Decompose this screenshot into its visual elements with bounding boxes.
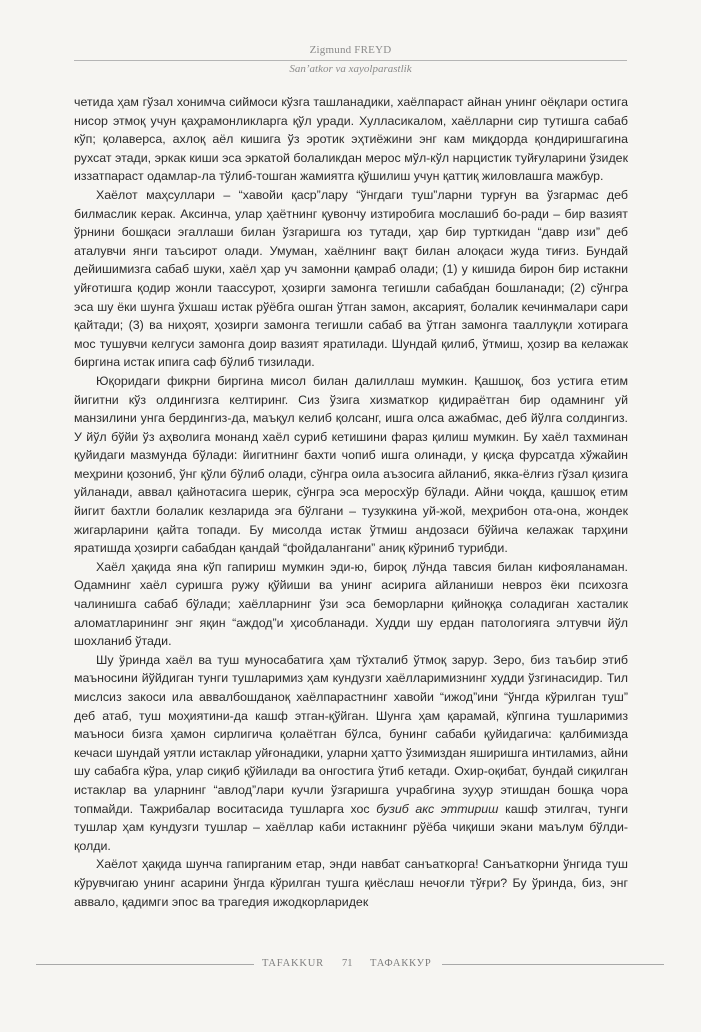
- article-body: [74, 93, 628, 911]
- paragraph-5: [74, 651, 628, 856]
- running-head: [0, 44, 701, 75]
- footer-rule-right: [442, 964, 664, 965]
- paragraph-5-text-b: кашф этилгач, тунги тушлар ҳам кундузги тушлар – хаёллар каби истакнинг рўёба чиқиши экани маълум бўлди-қолди.: [74, 801, 628, 853]
- paragraph-6: Хаёлот ҳақида шунча гапирганим етар, энди навбат санъаткорга! Санъаткорни ўнгида туш кўрувчигаю унинг асарини ўнгда кўрилган тушга қиёслаш нечоғли тўғри? Бу ўринда, биз, энг аввало, қадимги эпос ва трагедия ижодкорларидек: [74, 857, 628, 909]
- page-number: 71: [342, 958, 353, 969]
- paragraph-5-emphasis: бузиб акс эттириш: [376, 801, 499, 816]
- paragraph-5-text-a: Шу ўринда хаёл ва туш муносабатига ҳам тўхталиб ўтмоқ зарур. Зеро, биз таъбир этиб маъносини йўйдиган тунги тушларимиз ҳам кундузги хаёлларимизнинг худди ўзгинасидир. Тил мислсиз закоси ила аввалбошданоқ хаёлпарастнинг хавойи “ижод”ини “ўнгда кўрилган туш” деб атаб, туш моҳиятини-да кашф этган-қўйган. Шунга ҳам қарамай, кўпгина тушларимиз маъноси бизга ҳамон сирлигича қолаётган бўлса, бунинг сабаби қуйидагича: қалбимизда кечаси шундай уятли истаклар уйғонадики, уларни ҳатто ўзимиздан яширишга интиламиз, айни шу сабабга кўра, улар сиқиб қўйилади ва онгостига ўтиб кетади. Охир-оқибат, бундай сиқилган истаклар ва уларнинг “авлод”лари кучли ўзгаришга учрабгина зуҳур этишдан бошқа чора топмайди. Тажрибалар воситасида тушларга хос: [74, 652, 628, 816]
- header-rule: [74, 60, 627, 61]
- header-author: Zigmund FREYD: [309, 44, 392, 56]
- footer-journal-latin: TAFAKKUR: [262, 958, 324, 969]
- paragraph-1: четида ҳам гўзал хонимча сиймоси кўзга ташланадики, хаёлпараст айнан унинг оёқлари остига нисор этмоқ учун қаҳрамонликларга қўл уради. Хулласикалом, хаёлларни сир тутишга сабаб кўп; қолаверса, ахлоқ аёл кишига ўз эротик эҳтиёжини энг кам миқдорда қондиришгагина рухсат этади, эркак киши эса эркатой болаликдан мерос мўл-кўл нарцистик туйғуларини ўзидек иззатпараст одамлар-ла тўлиб-тошган жамиятга қўшилиш учун қаттиқ жиловлашга мажбур.: [74, 95, 628, 184]
- paragraph-2: Хаёлот маҳсуллари – “хавойи қаср”лару “ўнгдаги туш”ларни турғун ва ўзгармас деб билмаслик керак. Аксинча, улар ҳаётнинг қувончу изтиробига мослашиб бо-ради – бир вазият ўрнини бошқаси эгаллаши билан ўзгаришга юз тутади, ҳар бир турткидан “давр изи” деб аталувчи янги таъсирот олади. Умуман, хаёлнинг вақт билан алоқаси жуда тиғиз. Бундай дейишимизга сабаб шуки, хаёл ҳар уч замонни қамраб олади; (1) у кишида бирон бир истакни уйғотишга қодир жонли таассурот, ҳозирги замонга тегишли сабабдан бошланади; (2) сўнгра эса шу ёки шунга ўхшаш истак рўёбга ошган ўтган замон, аксарият, болалик кечинмалари сари қайтади; (3) ва ниҳоят, ҳозирги замонга тегишли сабаб ва ўтган замонга тааллуқли хотирага мос тушувчи келгуси замонга доир вазият яратилади. Шундай қилиб, ўтмиш, ҳозир ва келажак биргина истак ипига саф бўлиб тизилади.: [74, 187, 628, 370]
- paragraph-4: Хаёл ҳақида яна кўп гапириш мумкин эди-ю, бироқ лўнда тавсия билан кифояланаман. Одамнинг хаёл суришга ружу қўйиши ва унинг асирига айланиши невроз ёки психозга чалинишга сабаб бўлади; хаёлларнинг ўзи эса беморларни қийноққа соладиган хасталик аломатларининг энг яқин “аждод”и ҳисобланади. Худди шу ердан патологияга элтувчи йўл шохланиб ўтади.: [74, 559, 628, 649]
- footer-journal-cyrillic: ТАФАККУР: [370, 958, 432, 969]
- paragraph-3: Юқоридаги фикрни биргина мисол билан далиллаш мумкин. Қашшоқ, боз устига етим йигитни кўз олдингизга келтиринг. Сиз ўзига хизматкор қидираётган бир одамнинг уй манзилини унга бердингиз-да, маъқул келиб қолсанг, ишга олса ажабмас, деб йўлга солдингиз. У йўл бўйи ўз аҳволига монанд хаёл суриб кетишини фараз қилиш мумкин. Бу хаёл тахминан қуйидаги мазмунда бўлади: йигитнинг бахти чопиб ишга олинади, у қисқа фурсатда хўжайин меҳрини қозониб, ўнг қўли бўлиб олади, сўнгра оила аъзосига айланиб, якка-ёлғиз гўзал қизига уйланади, аввал қайнотасига шерик, сўнгра эса меросхўр бўлади. Айни чоқда, қашшоқ етим йигит бахтли болалик кезларида эга бўлгани – тузуккина уй-жой, меҳрибон ота-она, жондек жигарларини қайта топади. Бу мисолда истак ўтмиш андозаси бўйича келажак тарҳини яратишда ҳозирги сабабдан қандай “фойдалангани” аниқ кўриниб турибди.: [74, 373, 628, 556]
- page-footer: [0, 957, 701, 971]
- header-subtitle: San’atkor va xayolparastlik: [289, 63, 412, 75]
- footer-rule-left: [36, 964, 254, 965]
